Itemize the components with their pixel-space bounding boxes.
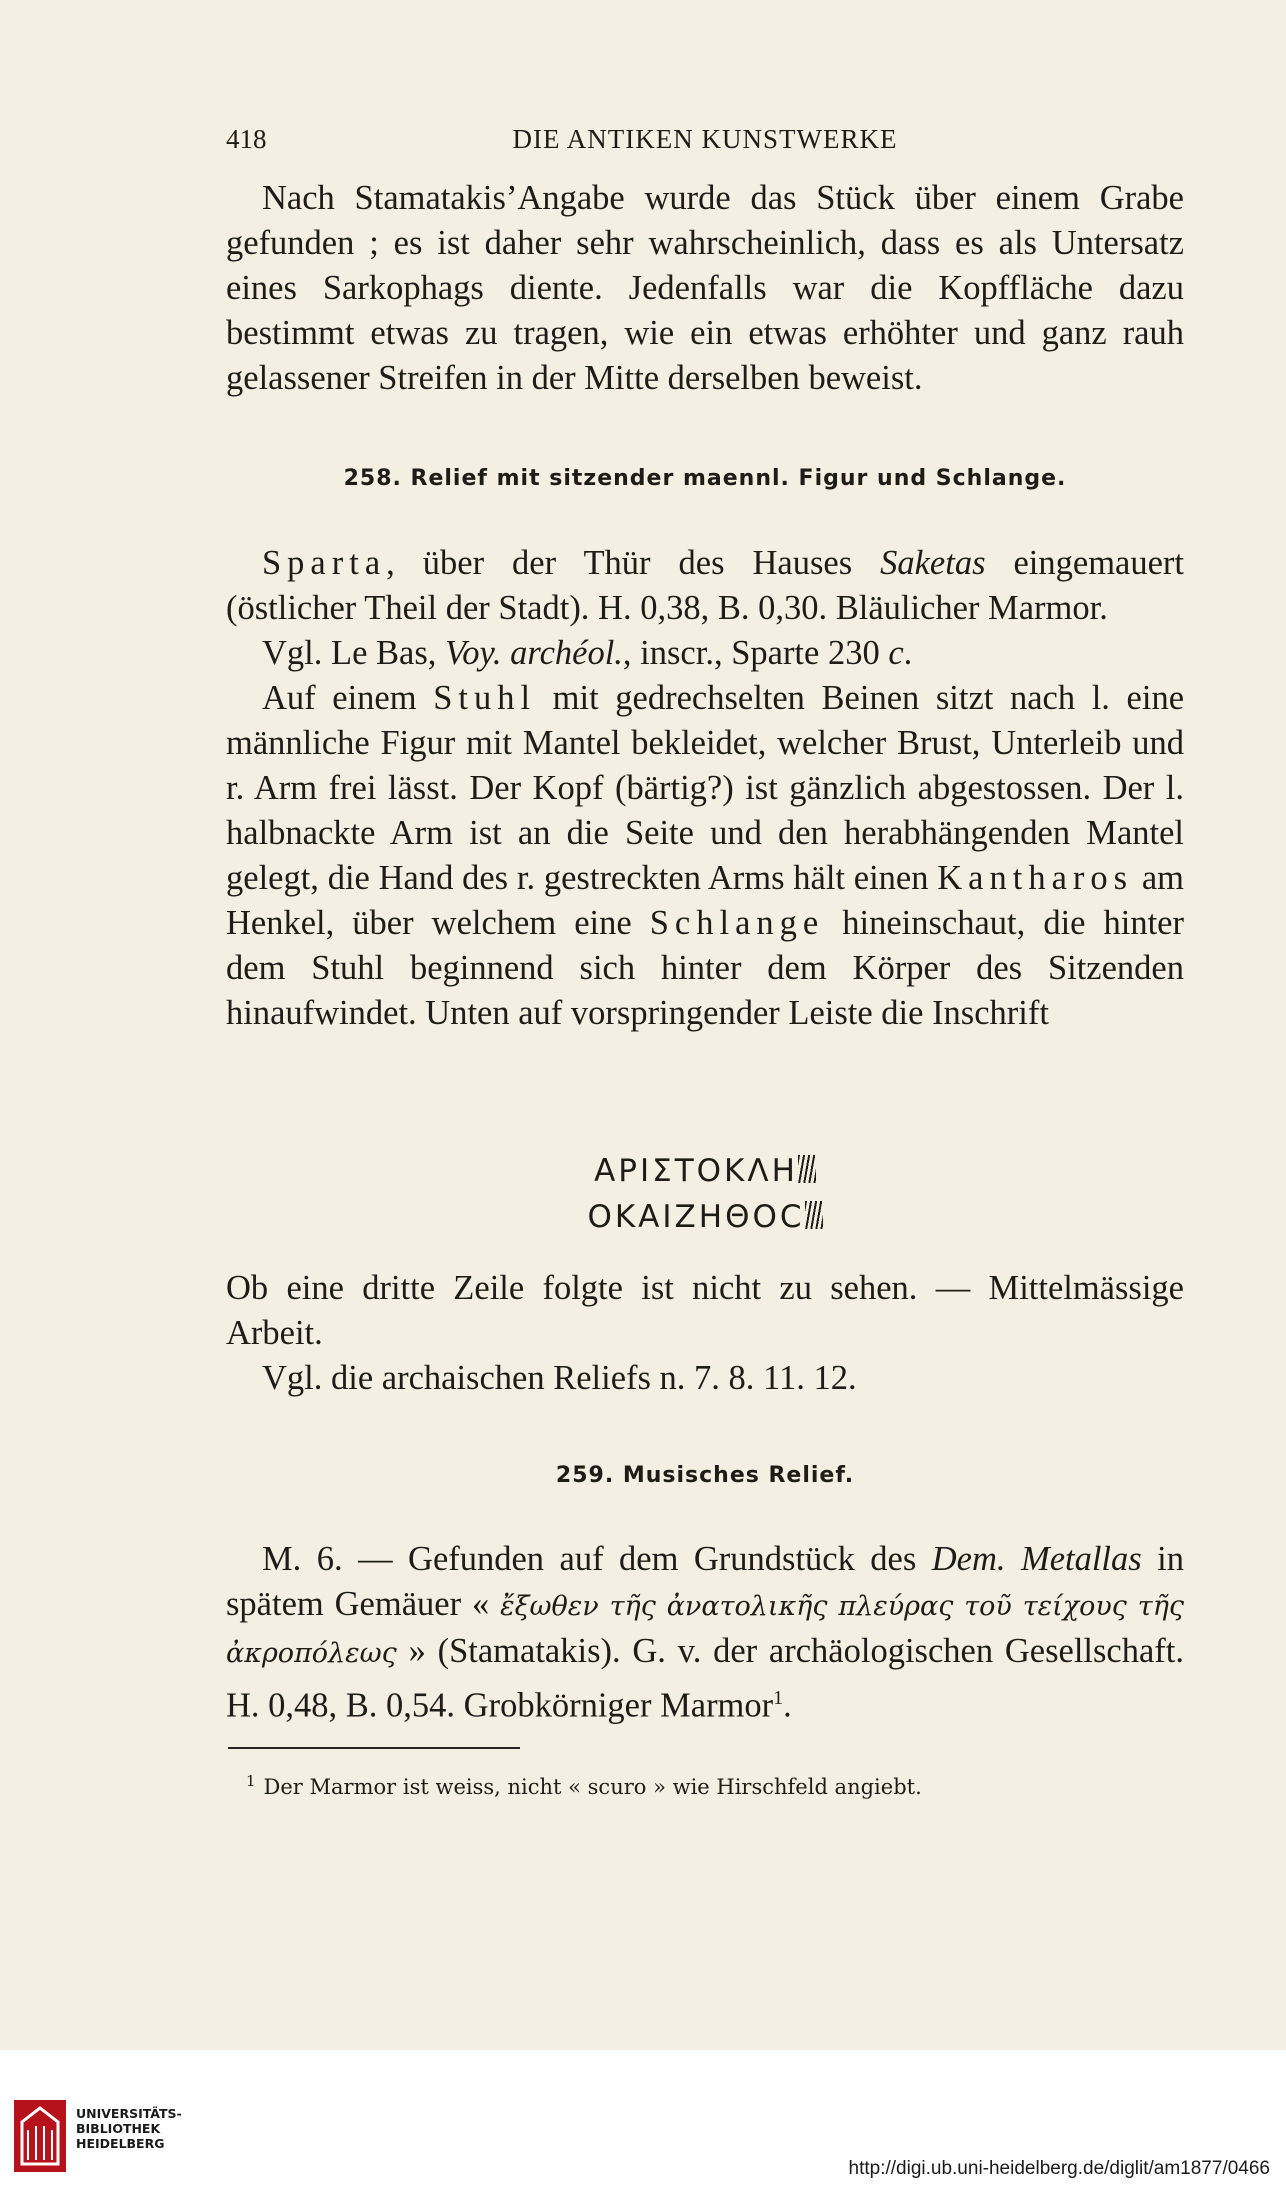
digitization-footer [0, 2050, 1286, 2204]
running-title: DIE ANTIKEN KUNSTWERKE [512, 124, 898, 154]
footnote-rule [228, 1747, 520, 1749]
section-258-closing [226, 1266, 1184, 1401]
paragraph-stamatakis-note: Nach Stamatakis’Angabe wurde das Stück über einem Grabe gefunden ; es ist daher sehr wahrscheinlich, dass es als Untersatz eines Sarkophags diente. Jedenfalls war die Kopffläche dazu bestimmt etwas zu tragen, wie ein etwas erhöhter und ganz rauh gelassener Streifen in der Mitte derselben beweist. [226, 179, 1184, 397]
inscription-line-2: ΟΚΑΙΖΗΘΟϹ [226, 1194, 1184, 1240]
footnote-mark: 1 [246, 1772, 256, 1790]
source-url-link[interactable]: http://digi.ub.uni-heidelberg.de/diglit/am1877/0466 [848, 2158, 1270, 2179]
paragraph-third-line: Ob eine dritte Zeile folgte ist nicht zu sehen. — Mittelmässige Arbeit. [226, 1269, 1184, 1352]
damaged-stone-hatching [798, 1155, 816, 1183]
footnote: $^1$ Der Marmor ist weiss, nicht « scuro » wie Hirschfeld angiebt. [246, 1772, 922, 1799]
damaged-stone-hatching [805, 1201, 823, 1229]
inscription-line-1: ΑΡΙΣΤΟΚΛΗ [226, 1148, 1184, 1194]
library-name: UNIVERSITÄTS- BIBLIOTHEK HEIDELBERG [76, 2106, 182, 2151]
paragraph-description: Auf einem Stuhl mit gedrechselten Beinen sitzt nach l. eine männliche Figur mit Mantel bekleidet, welcher Brust, Unterleib und r. Arm frei lässt. Der Kopf (bärtig?) ist gänzlich abgestossen. Der l. halbnackte Arm ist an die Seite und den herabhängenden Mantel gelegt, die Hand des r. gestreckten Arms hält einen Kantharos am Henkel, über welchem eine Schlange hineinschaut, die hinter dem Stuhl beginnend sich hinter dem Körper des Sitzenden hinaufwindet. Unten auf vorspringender Leiste die Inschrift [226, 679, 1185, 1032]
paragraph-find-report: M. 6. — Gefunden auf dem Grundstück des Dem. Metallas in spätem Gemäuer « ἔξωθεν τῆς ἀνατολικῆς πλεύρας τοῦ τείχους τῆς ἀκροπόλεως » (Stamatakis). G. v. der archäologischen Gesellschaft. H. 0,48, B. 0,54. Grobkörniger Marmor$^1$. [226, 1540, 1184, 1725]
university-library-logo-icon [14, 2100, 66, 2172]
section-title-259: 259. Musisches Relief. [555, 1463, 855, 1488]
section-258-body [226, 541, 1184, 1036]
paragraph-provenance: Sparta, über der Thür des Hauses Saketas eingemauert (östlicher Theil der Stadt). H. 0,38, B. 0,30. Bläulicher Marmor. [226, 544, 1184, 627]
page-number: 418 [226, 124, 267, 154]
section-259-body [226, 1537, 1184, 1729]
section-title-258: 258. Relief mit sitzender maennl. Figur und Schlange. [343, 466, 1067, 491]
greek-inscription [226, 1148, 1184, 1240]
paragraph-bibliography: Vgl. Le Bas, Voy. archéol., inscr., Sparte 230 c. [262, 634, 913, 672]
paragraph-comparison: Vgl. die archaischen Reliefs n. 7. 8. 11. 12. [262, 1359, 857, 1397]
footnote-reference: 1 [773, 1687, 784, 1709]
